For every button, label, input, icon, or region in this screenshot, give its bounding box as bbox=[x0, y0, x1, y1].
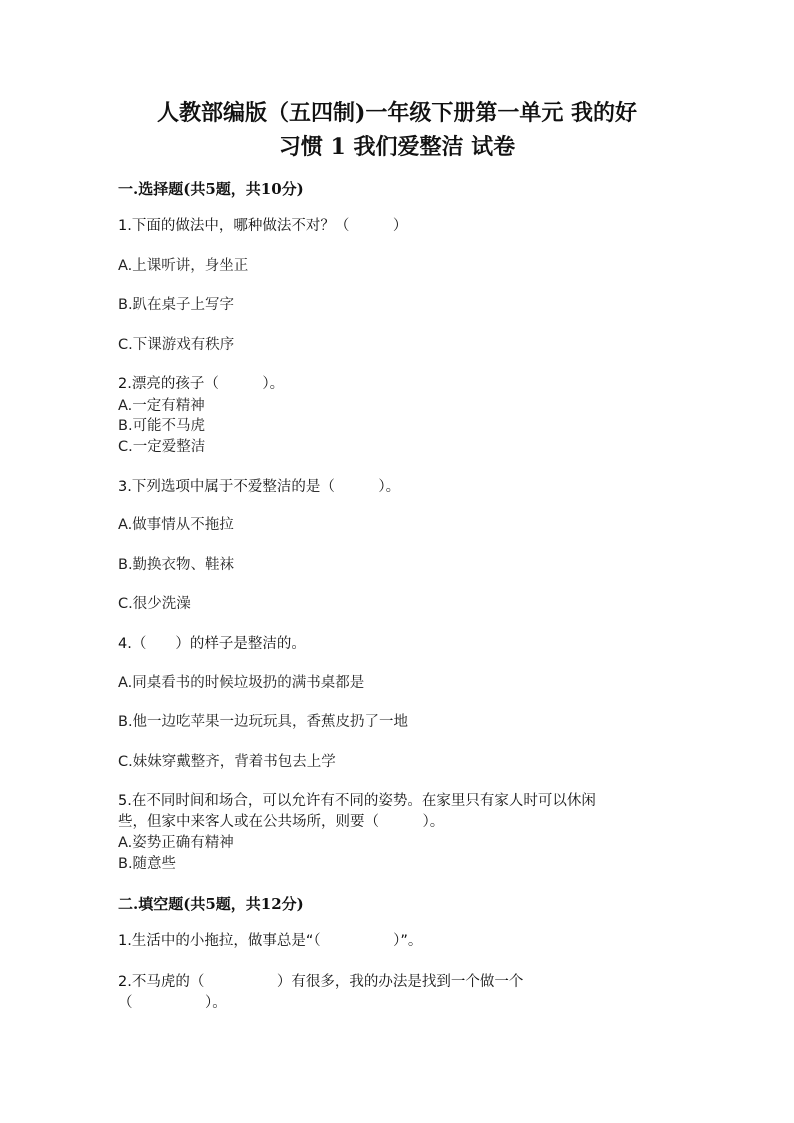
question-2-option-c: C.一定爱整洁 bbox=[118, 439, 206, 455]
question-3-stem: 3.下列选项中属于不爱整洁的是（ ）。 bbox=[118, 479, 401, 495]
question-2-stem: 2.漂亮的孩子（ ）。 bbox=[118, 376, 285, 392]
question-2-option-a: A.一定有精神 bbox=[118, 398, 205, 414]
question-1-stem: 1.下面的做法中，哪种做法不对？（ ） bbox=[118, 218, 408, 234]
question-5-stem-line-2: 些，但家中来客人或在公共场所，则要（ ）。 bbox=[118, 814, 445, 830]
question-4-option-b: B.他一边吃苹果一边玩玩具，香蕉皮扔了一地 bbox=[118, 714, 409, 730]
section-heading-fill-blank: 二.填空题(共5题，共12分) bbox=[118, 895, 304, 913]
question-3-option-b: B.勤换衣物、鞋袜 bbox=[118, 557, 235, 573]
page-title-line-2: 习惯 1 我们爱整洁 试卷 bbox=[278, 134, 516, 160]
section-heading-choice: 一.选择题(共5题，共10分) bbox=[118, 180, 304, 198]
fill-question-2-stem-line-2: （ ）。 bbox=[118, 995, 227, 1011]
fill-question-2-stem-line-1: 2.不马虎的（ ）有很多，我的办法是找到一个做一个 bbox=[118, 974, 524, 990]
page-title-line-1: 人教部编版（五四制)一年级下册第一单元 我的好 bbox=[156, 100, 638, 126]
question-5-option-b: B.随意些 bbox=[118, 856, 177, 872]
question-3-option-c: C.很少洗澡 bbox=[118, 596, 191, 612]
question-2-option-b: B.可能不马虎 bbox=[118, 418, 206, 434]
question-1-option-a: A.上课听讲，身坐正 bbox=[118, 258, 249, 274]
question-1-option-b: B.趴在桌子上写字 bbox=[118, 297, 235, 313]
question-4-option-a: A.同桌看书的时候垃圾扔的满书桌都是 bbox=[118, 675, 365, 691]
question-5-option-a: A.姿势正确有精神 bbox=[118, 835, 234, 851]
question-5-stem-line-1: 5.在不同时间和场合，可以允许有不同的姿势。在家里只有家人时可以休闲 bbox=[118, 793, 596, 809]
fill-question-1-stem: 1.生活中的小拖拉，做事总是“（ ）”。 bbox=[118, 933, 423, 949]
question-3-option-a: A.做事情从不拖拉 bbox=[118, 517, 234, 533]
question-4-stem: 4.（ ）的样子是整洁的。 bbox=[118, 636, 306, 652]
question-1-option-c: C.下课游戏有秩序 bbox=[118, 337, 235, 353]
question-4-option-c: C.妹妹穿戴整齐，背着书包去上学 bbox=[118, 754, 336, 770]
